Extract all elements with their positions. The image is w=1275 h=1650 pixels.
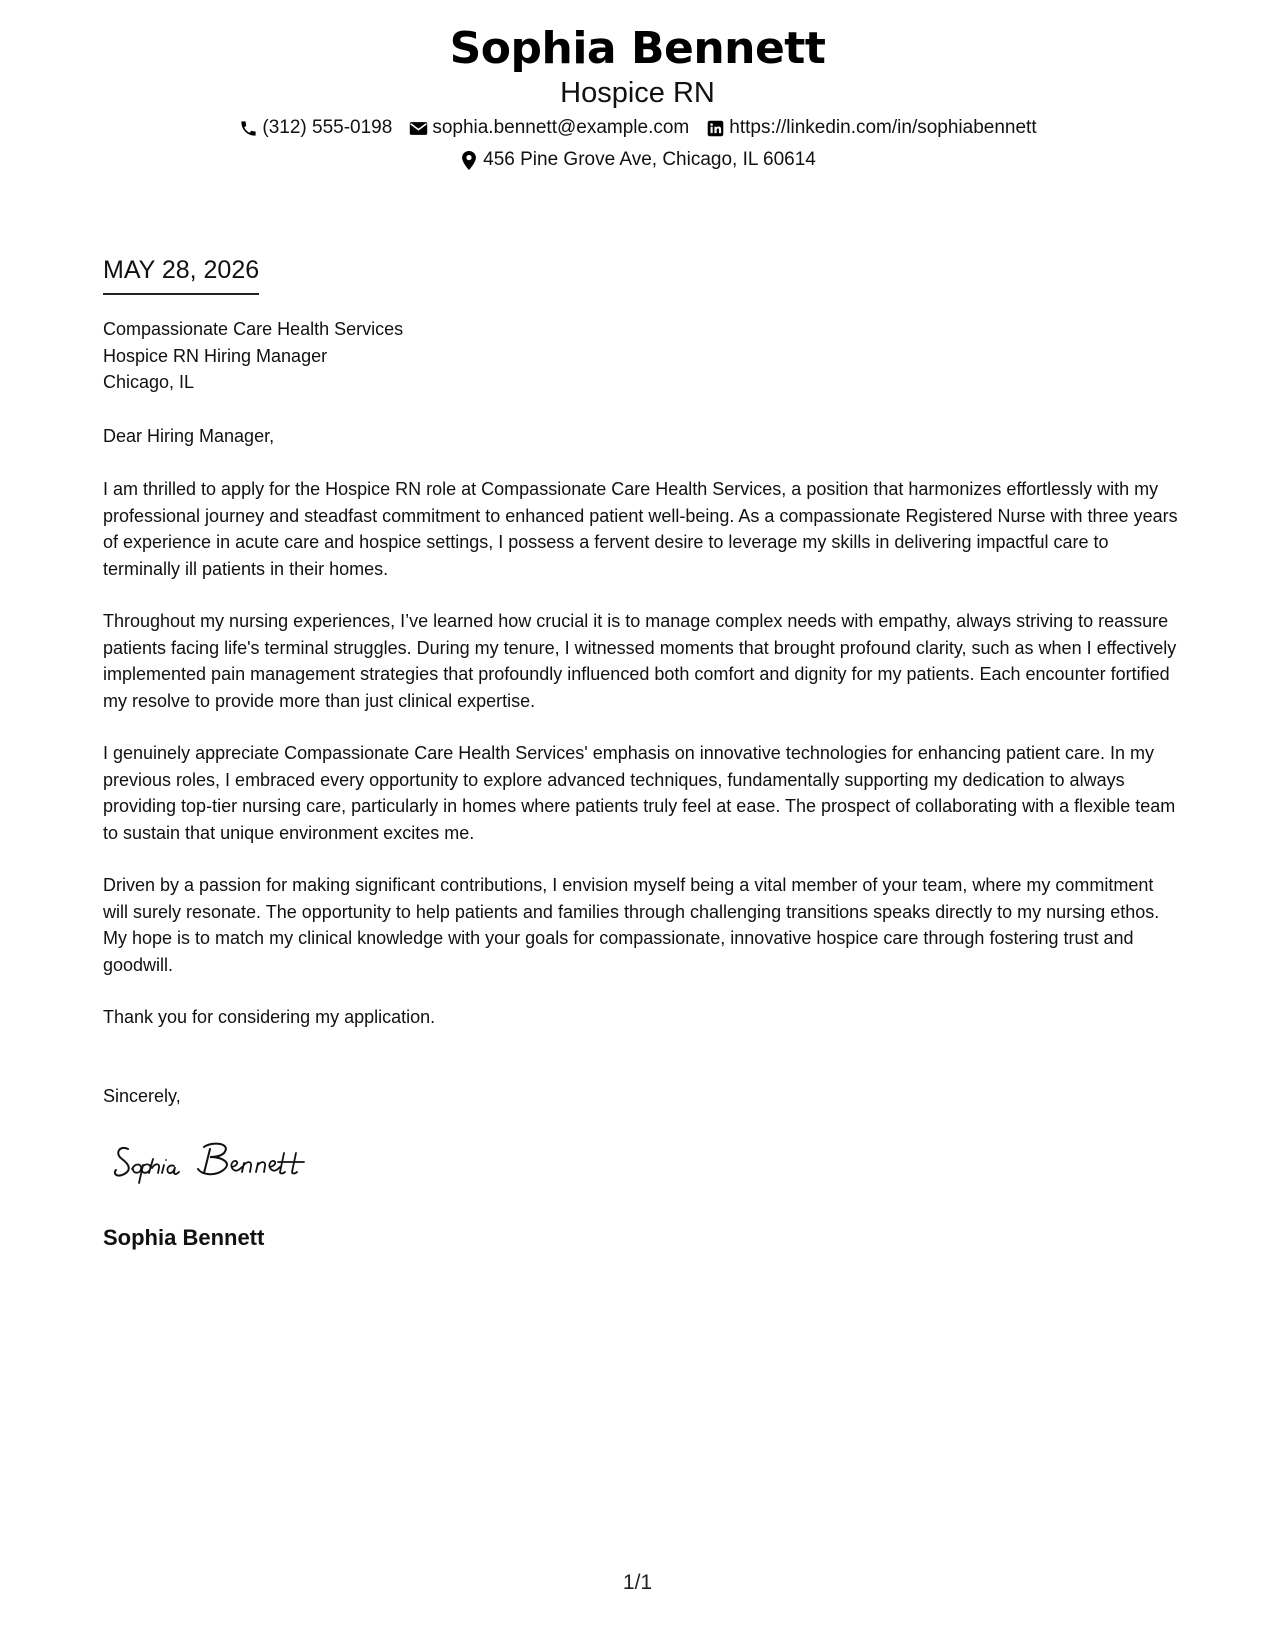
recipient-location: Chicago, IL xyxy=(103,372,195,392)
handwritten-signature xyxy=(112,1135,352,1185)
recipient-company: Compassionate Care Health Services xyxy=(103,319,404,339)
map-pin-icon xyxy=(459,150,479,170)
contact-row xyxy=(0,115,1275,141)
letter-date: MAY 28, 2026 xyxy=(103,255,259,295)
salutation: Dear Hiring Manager, xyxy=(103,426,275,446)
contact-email[interactable] xyxy=(408,115,689,141)
recipient-title: Hospice RN Hiring Manager xyxy=(103,345,328,366)
contact-phone xyxy=(238,115,392,141)
signer-name: Sophia Bennett xyxy=(103,1225,265,1250)
phone-icon xyxy=(238,118,258,138)
body-paragraph: Throughout my nursing experiences, I’ve learned how crucial it is to manage complex needs with empathy, always striving to reassure patients facing life's terminal struggles. During my tenure, I witnessed moments that brought profound clarity, such as when I effectively implemented pain management strategies that profoundly influenced both comfort and dignity for my patients. Each encounter fortified my resolve to provide more than just clinical expertise. xyxy=(103,611,1177,711)
page-indicator: 1/1 xyxy=(622,1571,653,1594)
applicant-role: Hospice RN xyxy=(560,77,715,109)
recipient-block xyxy=(103,316,403,396)
linkedin-icon xyxy=(705,118,725,138)
closing: Sincerely, xyxy=(103,1086,181,1106)
linkedin-text[interactable]: https://linkedin.com/in/sophiabennett xyxy=(729,117,1037,138)
body-paragraph: I am thrilled to apply for the Hospice RN role at Compassionate Care Health Services, a position that harmonizes effortlessly with my professional journey and steadfast commitment to enhanced patient well-being. As a compassionate Registered Nurse with three years of experience in acute care and hospice settings, I possess a fervent desire to leverage my skills in delivering impactful care to terminally ill patients in their homes. xyxy=(103,479,1178,579)
contact-address xyxy=(459,147,816,173)
contact-linkedin[interactable] xyxy=(705,115,1036,141)
letter-header xyxy=(0,22,1275,173)
address-row xyxy=(0,147,1275,173)
body-paragraph: I genuinely appreciate Compassionate Care Health Services' emphasis on innovative technologies for enhancing patient care. In my previous roles, I embraced every opportunity to explore advanced techniques, fundamentally supporting my dedication to always providing top-tier nursing care, particularly in homes where patients truly feel at ease. The prospect of collaborating with a flexible team to sustain that unique environment excites me. xyxy=(103,743,1176,843)
email-text[interactable]: sophia.bennett@example.com xyxy=(432,117,690,138)
address-text: 456 Pine Grove Ave, Chicago, IL 60614 xyxy=(483,149,816,170)
phone-text: (312) 555-0198 xyxy=(262,117,393,138)
body-paragraph: Driven by a passion for making significant contributions, I envision myself being a vital member of your team, where my commitment will surely resonate. The opportunity to help patients and families through challenging transitions speaks directly to my nursing ethos. My hope is to match my clinical knowledge with your goals for compassionate, innovative hospice care through fostering trust and goodwill. xyxy=(103,875,1160,975)
closing-thanks: Thank you for considering my application. xyxy=(103,1007,436,1027)
applicant-name: Sophia Bennett xyxy=(449,23,826,74)
envelope-icon xyxy=(408,118,428,138)
